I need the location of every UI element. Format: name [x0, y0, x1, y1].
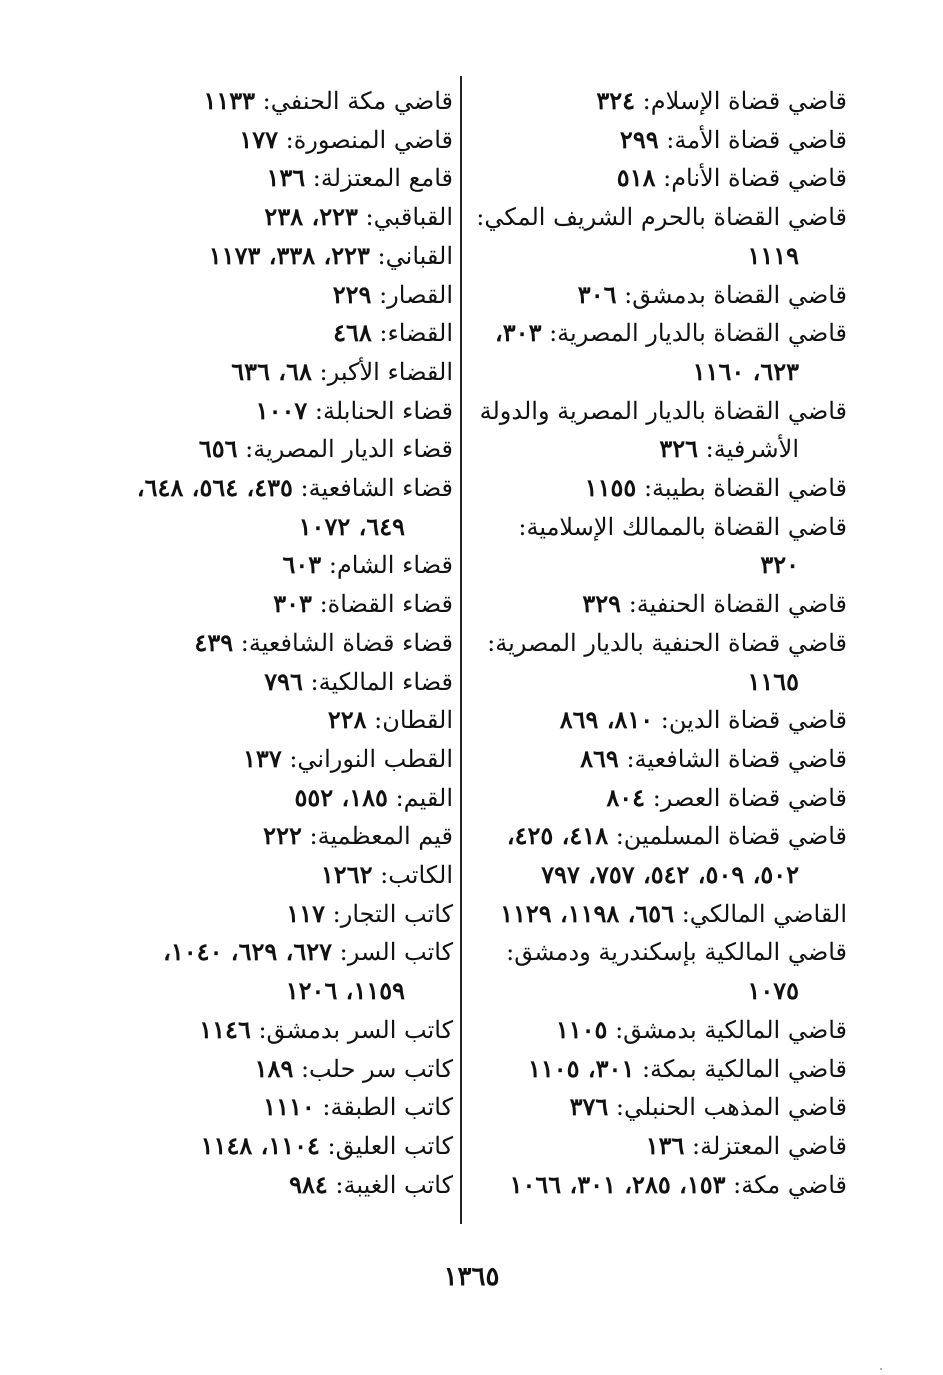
entry-term: قيم المعظمية: — [309, 822, 453, 851]
index-entry — [33, 276, 453, 315]
entry-page-numbers: ٤٣٩ — [194, 627, 234, 657]
index-entry — [459, 469, 847, 508]
entry-term: قاضي القضاة بالحرم الشريف المكي: — [476, 203, 847, 232]
entry-term: القاضي المالكي: — [681, 899, 847, 928]
entry-term: كاتب سر حلب: — [300, 1054, 453, 1083]
entry-page-numbers: ١١٤٦ — [199, 1014, 251, 1044]
entry-term: القباقبي: — [365, 203, 453, 232]
entry-page-numbers: ١٣٧ — [243, 743, 282, 773]
entry-page-numbers: ٣٠٣، — [495, 318, 542, 348]
index-entry — [33, 1050, 453, 1089]
index-entry — [33, 121, 453, 160]
entry-page-numbers: ١١٧ — [286, 898, 326, 928]
entry-page-numbers: ٤٦٨ — [333, 318, 372, 348]
entry-page-numbers: ٣٧٦ — [569, 1092, 609, 1122]
index-entry — [33, 895, 453, 934]
scan-speck — [880, 1368, 882, 1370]
index-entry — [33, 159, 453, 198]
entry-page-numbers: ٣٢٠ — [760, 550, 799, 580]
entry-page-numbers: ٩٨٤ — [289, 1169, 328, 1199]
index-entry — [459, 624, 847, 663]
index-entry — [33, 237, 453, 276]
index-entry — [33, 856, 453, 895]
entry-term: القضاء الأكبر: — [319, 357, 453, 386]
entry-page-numbers: ١٠٧٥ — [747, 976, 799, 1006]
index-entry — [459, 895, 847, 934]
index-entry — [33, 392, 453, 431]
index-entry — [33, 663, 453, 702]
entry-page-numbers: ٣٠٣ — [273, 589, 312, 619]
index-entry — [459, 663, 847, 702]
entry-term: قضاء القضاة: — [319, 590, 453, 619]
index-entry — [33, 817, 453, 856]
index-entry — [459, 121, 847, 160]
entry-term: قاضي القضاة بدمشق: — [624, 280, 847, 309]
index-entry — [459, 276, 847, 315]
entry-term: قاضي القضاة بطيبة: — [643, 474, 847, 503]
index-entry — [33, 933, 453, 972]
index-entry — [459, 779, 847, 818]
index-entry — [33, 779, 453, 818]
entry-page-numbers: ٢٢٣، ٣٣٨، ١١٧٣ — [208, 240, 370, 270]
index-entry — [33, 1088, 453, 1127]
index-entry — [459, 856, 847, 895]
entry-term: قضاء قضاة الشافعية: — [240, 628, 453, 657]
index-entry — [33, 353, 453, 392]
entry-page-numbers: ١٢٦٢ — [320, 860, 373, 890]
entry-term: الكاتب: — [380, 861, 453, 890]
entry-page-numbers: ٤٣٥، ٥٦٤، ٦٤٨، — [136, 473, 293, 503]
index-entry — [33, 624, 453, 663]
column-divider — [460, 76, 462, 1224]
index-entry — [459, 701, 847, 740]
page-number: ١٣٦٥ — [443, 1262, 500, 1292]
entry-term: القصار: — [379, 280, 453, 309]
index-entry — [459, 82, 847, 121]
entry-term: قاضي القضاة بالممالك الإسلامية: — [518, 512, 847, 541]
index-entry — [33, 972, 453, 1011]
entry-term: القطب النوراني: — [289, 744, 453, 773]
index-entry — [33, 82, 453, 121]
index-entry — [459, 508, 847, 547]
entry-term: قاضي القضاة الحنفية: — [628, 590, 847, 619]
entry-term: قاضي قضاة العصر: — [652, 783, 847, 812]
entry-term: قاضي قضاة الشافعية: — [626, 744, 847, 773]
index-entry — [459, 392, 847, 431]
entry-term: القباني: — [377, 241, 453, 270]
entry-page-numbers: ٢٢٩ — [332, 279, 372, 309]
entry-page-numbers: ١١٠٥ — [555, 1014, 608, 1044]
entry-term: قاضي قضاة الحنفية بالديار المصرية: — [487, 628, 847, 657]
index-entry — [459, 933, 847, 972]
entry-page-numbers: ١٨٥، ٥٥٢ — [294, 782, 388, 812]
entry-term: كاتب السر بدمشق: — [258, 1015, 453, 1044]
index-entry — [33, 1011, 453, 1050]
entry-page-numbers: ٦٢٧، ٦٢٩، ١٠٤٠، — [163, 937, 333, 967]
entry-term: قضاء الشافعية: — [300, 474, 453, 503]
entry-page-numbers: ١٥٣، ٢٨٥، ٣٠١، ١٠٦٦ — [509, 1169, 726, 1199]
entry-term: قامع المعتزلة: — [312, 164, 453, 193]
entry-term: قاضي مكة الحنفي: — [262, 87, 453, 115]
index-entry — [33, 585, 453, 624]
entry-term: كاتب السر: — [339, 938, 453, 967]
index-column-right — [459, 82, 847, 1204]
entry-page-numbers: ١١١٠ — [263, 1092, 315, 1122]
index-entry — [33, 508, 453, 547]
index-entry — [459, 585, 847, 624]
entry-page-numbers: ٢٢٨ — [327, 705, 367, 735]
entry-page-numbers: ١٣٦ — [645, 1130, 685, 1160]
index-entry — [459, 237, 847, 276]
entry-term: قضاء الحنابلة: — [314, 396, 453, 425]
entry-page-numbers: ١١٣٣ — [203, 86, 255, 115]
index-entry — [459, 740, 847, 779]
entry-page-numbers: ٣٢٦ — [659, 434, 698, 464]
index-entry — [459, 430, 847, 469]
index-entry — [459, 353, 847, 392]
entry-page-numbers: ١٠٠٧ — [255, 395, 308, 425]
entry-page-numbers: ١٣٦ — [266, 163, 306, 193]
entry-term: كاتب الغيبة: — [335, 1170, 453, 1199]
index-entry — [459, 314, 847, 353]
index-entry — [33, 314, 453, 353]
entry-page-numbers: ٦٤٩، ١٠٧٢ — [298, 511, 405, 541]
entry-page-numbers: ٥١٨ — [616, 163, 656, 193]
entry-page-numbers: ١٨٩ — [254, 1053, 294, 1083]
entry-term: القيم: — [395, 783, 453, 812]
entry-page-numbers: ٦٢٣، ١١٦٠ — [692, 356, 799, 386]
entry-page-numbers: ١٧٧ — [239, 124, 278, 154]
entry-term: قضاء الشام: — [328, 551, 453, 580]
entry-term: قاضي قضاة الإسلام: — [642, 87, 847, 115]
index-entry — [459, 198, 847, 237]
entry-term: قاضي المذهب الحنبلي: — [615, 1093, 847, 1122]
entry-page-numbers: ٣٠١، ١١٠٥ — [527, 1053, 635, 1083]
index-entry — [33, 1166, 453, 1205]
entry-term: الأشرفية: — [705, 435, 799, 464]
index-entry — [459, 817, 847, 856]
entry-term: قاضي المنصورة: — [285, 125, 453, 154]
entry-page-numbers: ٥٠٢، ٥٠٩، ٥٤٢، ٧٥٧، ٧٩٧ — [541, 860, 799, 890]
index-entry — [33, 1127, 453, 1166]
index-entry — [33, 740, 453, 779]
entry-page-numbers: ١١٠٤، ١١٤٨ — [200, 1130, 320, 1160]
entry-term: قاضي المعتزلة: — [692, 1131, 847, 1160]
entry-page-numbers: ٧٩٦ — [264, 666, 303, 696]
entry-term: قاضي قضاة الأنام: — [663, 164, 847, 193]
entry-page-numbers: ٦٠٣ — [282, 550, 322, 580]
entry-term: قاضي قضاة المسلمين: — [615, 822, 847, 851]
index-entry — [459, 972, 847, 1011]
index-entry — [459, 159, 847, 198]
entry-term: قاضي المالكية بإسكندرية ودمشق: — [506, 938, 847, 967]
entry-term: قاضي القضاة بالديار المصرية والدولة — [479, 396, 847, 425]
entry-term: القطان: — [374, 706, 453, 735]
entry-page-numbers: ١١١٩ — [747, 240, 799, 270]
entry-page-numbers: ٨٠٤ — [606, 782, 646, 812]
entry-page-numbers: ٣٢٩ — [582, 589, 622, 619]
entry-page-numbers: ٦٨، ٦٣٦ — [231, 356, 312, 386]
index-entry — [459, 1011, 847, 1050]
index-entry — [33, 198, 453, 237]
entry-page-numbers: ٨٦٩ — [580, 743, 619, 773]
index-entry — [459, 546, 847, 585]
entry-page-numbers: ٢٩٩ — [619, 124, 659, 154]
index-entry — [459, 1166, 847, 1205]
index-entry — [33, 469, 453, 508]
index-entry — [459, 1127, 847, 1166]
entry-term: قاضي قضاة الأمة: — [666, 125, 847, 154]
entry-term: قاضي قضاة الدين: — [660, 706, 847, 735]
entry-page-numbers: ٦٥٦، ١١٩٨، ١١٢٩ — [500, 898, 675, 928]
index-entry — [33, 701, 453, 740]
entry-term: قاضي مكة: — [733, 1170, 847, 1199]
index-entry — [33, 546, 453, 585]
index-entry — [459, 1050, 847, 1089]
index-entry — [33, 430, 453, 469]
entry-page-numbers: ٦٥٦ — [198, 434, 238, 464]
index-column-left — [33, 82, 453, 1204]
entry-page-numbers: ٢٢٣، ٢٣٨ — [264, 202, 358, 232]
entry-term: كاتب الطبقة: — [322, 1093, 453, 1122]
entry-page-numbers: ٣٠٦ — [577, 279, 617, 309]
entry-page-numbers: ٨١٠، ٨٦٩ — [559, 705, 654, 735]
entry-term: قاضي القضاة بالديار المصرية: — [549, 319, 847, 348]
entry-term: كاتب التجار: — [332, 899, 453, 928]
entry-term: قضاء الديار المصرية: — [245, 435, 453, 464]
entry-term: القضاء: — [379, 319, 453, 348]
entry-page-numbers: ٤١٨، ٤٢٥، — [506, 821, 609, 851]
entry-page-numbers: ١١٦٥ — [747, 666, 799, 696]
entry-page-numbers: ١١٥٩، ١٢٠٦ — [285, 976, 405, 1006]
entry-term: قاضي المالكية بدمشق: — [615, 1015, 847, 1044]
entry-term: قاضي المالكية بمكة: — [641, 1054, 847, 1083]
entry-term: كاتب العليق: — [327, 1131, 453, 1160]
entry-page-numbers: ٣٢٤ — [596, 86, 636, 115]
entry-term: قضاء المالكية: — [310, 667, 453, 696]
entry-page-numbers: ٢٢٢ — [263, 821, 302, 851]
entry-page-numbers: ١١٥٥ — [584, 473, 637, 503]
index-entry — [459, 1088, 847, 1127]
